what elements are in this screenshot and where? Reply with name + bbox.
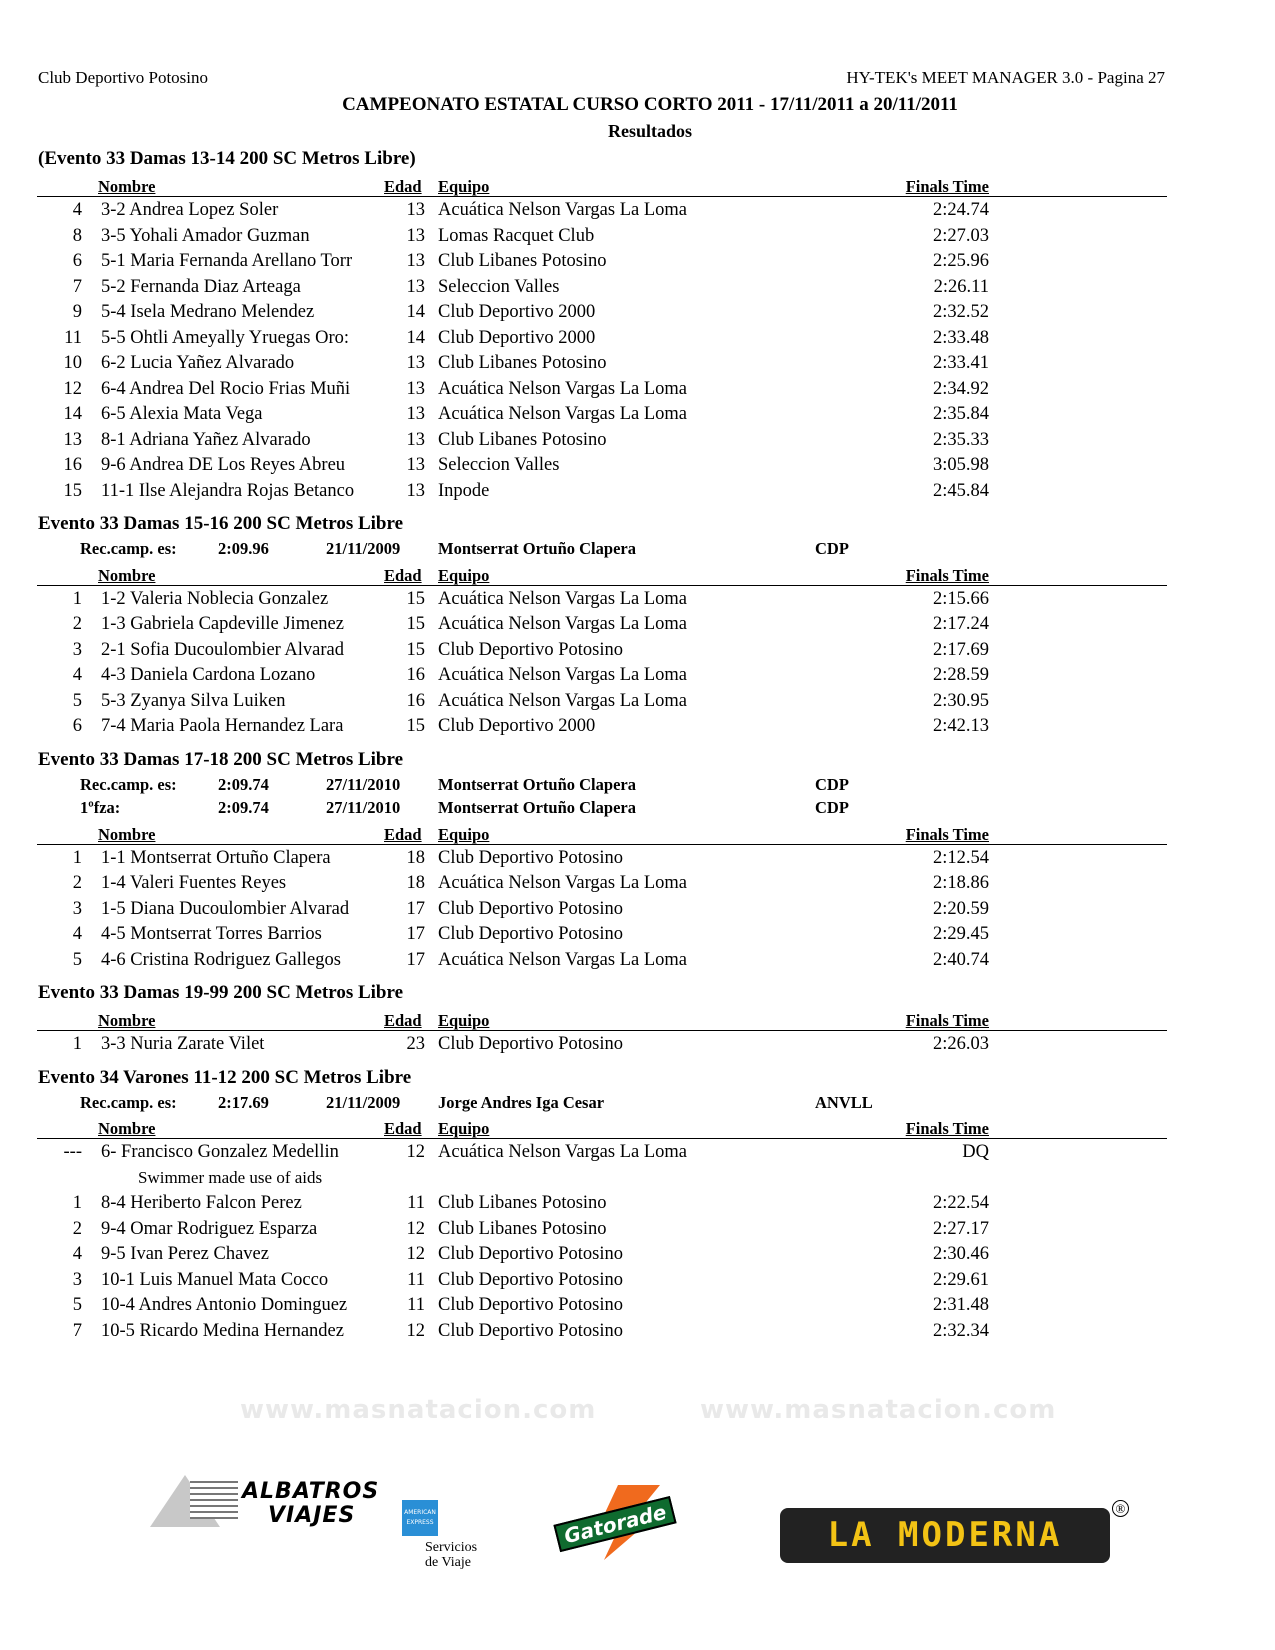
column-edad: Edad: [384, 1011, 422, 1030]
team: Club Deportivo 2000: [438, 327, 596, 348]
column-equipo: Equipo: [438, 565, 490, 585]
event-heading: [0, 147, 1275, 171]
place: 7: [72, 276, 82, 297]
table-row: [0, 1190, 1275, 1216]
team: Club Libanes Potosino: [438, 353, 607, 373]
finals-time: 2:25.96: [932, 251, 989, 271]
age: 13: [406, 378, 425, 399]
age: 15: [406, 716, 425, 736]
column-nombre: Nombre: [98, 1011, 156, 1030]
team: Club Deportivo Potosino: [438, 639, 624, 660]
finals-time: 2:12.54: [932, 847, 989, 868]
record-team: ANVLL: [815, 1092, 873, 1112]
team: Acuática Nelson Vargas La Loma: [438, 690, 687, 711]
table-row: [0, 637, 1275, 663]
column-finals-time: Finals Time: [905, 1011, 989, 1030]
team: Acuática Nelson Vargas La Loma: [438, 665, 687, 685]
table-row: [0, 350, 1275, 376]
age: 13: [406, 225, 425, 246]
team: Acuática Nelson Vargas La Loma: [438, 873, 687, 893]
table-row: [0, 1139, 1275, 1165]
age: 13: [406, 251, 425, 271]
column-finals-time: Finals Time: [905, 1119, 989, 1138]
age: 13: [406, 429, 425, 450]
finals-time: 2:33.41: [932, 353, 989, 373]
swimmer-name: 7-4 Maria Paola Hernandez Lara: [101, 716, 344, 736]
albatros-stripes-icon: [190, 1477, 238, 1519]
team: Club Deportivo Potosino: [438, 898, 624, 919]
record-date: 21/11/2009: [326, 539, 401, 558]
finals-time: 2:27.17: [932, 1218, 989, 1239]
meet-title: CAMPEONATO ESTATAL CURSO CORTO 2011 - 17/11/2011 a 20/11/2011: [342, 94, 958, 115]
finals-time: 2:30.46: [932, 1244, 989, 1264]
table-row: [0, 478, 1275, 504]
team: Club Deportivo 2000: [438, 302, 596, 322]
watermark: www.masnatacion.com: [240, 1395, 597, 1425]
team: Acuática Nelson Vargas La Loma: [438, 949, 687, 970]
record-line: [0, 772, 1275, 796]
swimmer-name: 8-1 Adriana Yañez Alvarado: [101, 429, 311, 450]
table-row: [0, 1292, 1275, 1318]
swimmer-name: 9-6 Andrea DE Los Reyes Abreu: [101, 455, 346, 475]
column-finals-time: Finals Time: [905, 565, 989, 585]
column-edad: Edad: [384, 1119, 422, 1138]
column-nombre: Nombre: [98, 177, 156, 196]
record-line: [0, 536, 1275, 560]
albatros-viajes-logo: [150, 1475, 440, 1535]
age: 11: [407, 1269, 425, 1290]
finals-time: 2:29.45: [932, 924, 989, 944]
swimmer-name: 6-4 Andrea Del Rocio Frias Muñi: [101, 378, 351, 399]
team: Club Deportivo Potosino: [438, 1295, 624, 1315]
swimmer-name: 3-3 Nuria Zarate Vilet: [101, 1034, 265, 1054]
column-headers: [37, 171, 1167, 197]
table-row: [0, 452, 1275, 478]
age: 18: [406, 847, 425, 868]
finals-time: 2:18.86: [932, 873, 989, 893]
swimmer-name: 5-2 Fernanda Diaz Arteaga: [101, 276, 301, 297]
team: Club Libanes Potosino: [438, 1193, 607, 1213]
age: 13: [406, 276, 425, 297]
place: 3: [72, 898, 82, 919]
record-holder: Montserrat Ortuño Clapera: [438, 539, 636, 558]
event-title: Evento 33 Damas 15-16 200 SC Metros Libre: [38, 513, 404, 534]
event-title: Evento 33 Damas 19-99 200 SC Metros Libre: [38, 982, 404, 1003]
finals-time: 2:33.48: [932, 327, 989, 348]
table-row: [0, 947, 1275, 973]
team: Acuática Nelson Vargas La Loma: [438, 404, 687, 424]
record-team: CDP: [815, 798, 849, 817]
dq-reason: Swimmer made use of aids: [138, 1167, 323, 1187]
swimmer-name: 10-1 Luis Manuel Mata Cocco: [101, 1269, 329, 1290]
place: 7: [72, 1320, 82, 1341]
age: 15: [406, 588, 425, 609]
table-row: [0, 274, 1275, 300]
albatros-text: ALBATROS: [242, 1479, 380, 1504]
place: 6: [72, 716, 82, 736]
finals-time: 2:22.54: [932, 1193, 989, 1213]
table-row: [0, 713, 1275, 739]
event-heading: [0, 981, 1275, 1005]
american-express-logo: AMERICAN EXPRESS: [402, 1500, 438, 1536]
table-row: [0, 376, 1275, 402]
swimmer-name: 3-2 Andrea Lopez Soler: [101, 200, 279, 220]
place: 4: [72, 1244, 82, 1264]
finals-time: 2:24.74: [932, 200, 989, 220]
finals-time: 2:28.59: [932, 665, 989, 685]
table-row: [0, 427, 1275, 453]
age: 13: [406, 404, 425, 424]
place: 1: [72, 847, 82, 868]
record-label: Rec.camp. es:: [80, 1092, 177, 1112]
swimmer-name: 6- Francisco Gonzalez Medellin: [101, 1142, 339, 1162]
team: Club Libanes Potosino: [438, 429, 607, 450]
place: 8: [72, 225, 82, 246]
place: 1: [72, 1193, 82, 1213]
team: Inpode: [438, 480, 490, 501]
column-equipo: Equipo: [438, 1011, 490, 1030]
gatorade-logo: [550, 1485, 700, 1565]
record-time: 2:09.74: [218, 798, 269, 817]
registered-mark: ®: [1112, 1500, 1129, 1517]
table-row: [0, 870, 1275, 896]
servicios-de-viaje-text: Servicios de Viaje: [425, 1540, 478, 1570]
results-subtitle: Resultados: [607, 121, 692, 141]
la-moderna-logo: LA MODERNA: [780, 1508, 1110, 1563]
place: 13: [63, 429, 82, 450]
swimmer-name: 11-1 Ilse Alejandra Rojas Betanco: [101, 480, 355, 501]
age: 18: [406, 873, 425, 893]
place: 16: [63, 455, 82, 475]
column-nombre: Nombre: [98, 565, 156, 585]
swimmer-name: 1-1 Montserrat Ortuño Clapera: [101, 847, 331, 868]
age: 13: [406, 200, 425, 220]
team: Seleccion Valles: [438, 276, 560, 297]
record-line: [0, 1090, 1275, 1114]
record-label: Rec.camp. es:: [80, 774, 177, 794]
swimmer-name: 10-5 Ricardo Medina Hernandez: [101, 1320, 344, 1341]
event-heading: [0, 748, 1275, 772]
place: 11: [64, 327, 82, 348]
swimmer-name: 4-3 Daniela Cardona Lozano: [101, 665, 316, 685]
age: 23: [406, 1034, 425, 1054]
team: Club Deportivo Potosino: [438, 1244, 624, 1264]
place: 4: [72, 924, 82, 944]
age: 17: [406, 924, 425, 944]
finals-time: 2:30.95: [932, 690, 989, 711]
age: 14: [406, 302, 425, 322]
finals-time: 2:40.74: [932, 949, 989, 970]
team: Lomas Racquet Club: [438, 225, 595, 246]
swimmer-name: 5-3 Zyanya Silva Luiken: [101, 690, 286, 711]
swimmer-name: 1-4 Valeri Fuentes Reyes: [101, 873, 287, 893]
record-time: 2:09.96: [218, 539, 269, 558]
column-headers: [37, 819, 1167, 845]
record-label: 1ºfza:: [80, 798, 121, 817]
event-title: (Evento 33 Damas 13-14 200 SC Metros Libre): [38, 148, 416, 169]
place: 6: [72, 251, 82, 271]
age: 13: [406, 455, 425, 475]
record-date: 21/11/2009: [326, 1092, 401, 1112]
place: 4: [72, 200, 82, 220]
event-title: Evento 33 Damas 17-18 200 SC Metros Libre: [38, 748, 404, 770]
column-headers: [37, 1113, 1167, 1139]
table-row: [0, 1241, 1275, 1267]
place: 9: [72, 302, 82, 322]
record-line: [0, 795, 1275, 819]
column-headers: [37, 1005, 1167, 1031]
software-page: HY-TEK's MEET MANAGER 3.0 - Pagina 27: [846, 68, 1165, 87]
place: 12: [63, 378, 82, 399]
finals-time: 2:35.84: [932, 404, 989, 424]
record-team: CDP: [815, 774, 849, 794]
record-date: 27/11/2010: [326, 774, 401, 794]
table-row: [0, 1318, 1275, 1344]
table-row: [0, 586, 1275, 612]
age: 12: [406, 1142, 425, 1162]
swimmer-name: 9-4 Omar Rodriguez Esparza: [101, 1218, 318, 1239]
finals-time: 2:42.13: [932, 716, 989, 736]
table-row: [0, 299, 1275, 325]
age: 12: [406, 1320, 425, 1341]
age: 16: [406, 665, 425, 685]
finals-time: 2:26.03: [932, 1034, 989, 1054]
record-holder: Jorge Andres Iga Cesar: [438, 1092, 605, 1112]
gatorade-text: Gatorade: [553, 1496, 677, 1552]
finals-time: 2:34.92: [932, 378, 989, 399]
age: 13: [406, 353, 425, 373]
column-headers: [37, 560, 1167, 586]
place: 1: [72, 1034, 82, 1054]
swimmer-name: 4-6 Cristina Rodriguez Gallegos: [101, 949, 341, 970]
swimmer-name: 8-4 Heriberto Falcon Perez: [101, 1193, 302, 1213]
record-label: Rec.camp. es:: [80, 539, 177, 558]
age: 13: [406, 480, 425, 501]
place: 14: [63, 404, 82, 424]
team: Club Libanes Potosino: [438, 1218, 607, 1239]
finals-time: 2:32.34: [932, 1320, 989, 1341]
team: Seleccion Valles: [438, 455, 560, 475]
team: Acuática Nelson Vargas La Loma: [438, 588, 687, 609]
place: 2: [72, 614, 82, 634]
column-equipo: Equipo: [438, 177, 490, 196]
finals-time: 2:31.48: [932, 1295, 989, 1315]
table-row: [0, 1267, 1275, 1293]
swimmer-name: 5-4 Isela Medrano Melendez: [101, 302, 315, 322]
place: ---: [63, 1142, 82, 1162]
table-row: [0, 1031, 1275, 1057]
swimmer-name: 9-5 Ivan Perez Chavez: [101, 1244, 269, 1264]
place: 5: [72, 949, 82, 970]
age: 15: [406, 639, 425, 660]
table-row: [0, 1216, 1275, 1242]
team: Club Libanes Potosino: [438, 251, 607, 271]
record-date: 27/11/2010: [326, 798, 401, 817]
column-finals-time: Finals Time: [905, 824, 989, 844]
swimmer-name: 1-5 Diana Ducoulombier Alvarad: [101, 898, 350, 919]
swimmer-name: 10-4 Andres Antonio Dominguez: [101, 1295, 348, 1315]
team: Club Deportivo Potosino: [438, 1269, 624, 1290]
team: Acuática Nelson Vargas La Loma: [438, 378, 687, 399]
place: 5: [72, 1295, 82, 1315]
finals-time: 2:17.24: [932, 614, 989, 634]
record-time: 2:17.69: [218, 1092, 269, 1112]
finals-time: DQ: [962, 1142, 989, 1162]
event-heading: [0, 512, 1275, 536]
age: 17: [406, 898, 425, 919]
age: 11: [407, 1295, 425, 1315]
finals-time: 2:27.03: [932, 225, 989, 246]
column-edad: Edad: [384, 824, 422, 844]
place: 2: [72, 1218, 82, 1239]
swimmer-name: 1-2 Valeria Noblecia Gonzalez: [101, 588, 329, 609]
swimmer-name: 6-2 Lucia Yañez Alvarado: [101, 353, 295, 373]
record-time: 2:09.74: [218, 774, 269, 794]
place: 1: [72, 588, 82, 609]
place: 5: [72, 690, 82, 711]
column-edad: Edad: [384, 177, 422, 196]
finals-time: 2:20.59: [932, 898, 989, 919]
age: 17: [406, 949, 425, 970]
table-row: [0, 845, 1275, 871]
team: Acuática Nelson Vargas La Loma: [438, 614, 687, 634]
column-nombre: Nombre: [98, 1119, 156, 1138]
club-name: Club Deportivo Potosino: [38, 68, 209, 87]
age: 12: [406, 1218, 425, 1239]
table-row: [0, 896, 1275, 922]
team: Club Deportivo Potosino: [438, 1034, 624, 1054]
swimmer-name: 5-5 Ohtli Ameyally Yruegas Oro:: [101, 327, 349, 348]
table-row: [0, 223, 1275, 249]
record-holder: Montserrat Ortuño Clapera: [438, 798, 636, 817]
column-equipo: Equipo: [438, 1119, 490, 1138]
table-row: [0, 248, 1275, 274]
swimmer-name: 3-5 Yohali Amador Guzman: [101, 225, 310, 246]
finals-time: 2:32.52: [932, 302, 989, 322]
age: 16: [406, 690, 425, 711]
place: 3: [72, 639, 82, 660]
column-equipo: Equipo: [438, 824, 490, 844]
place: 2: [72, 873, 82, 893]
record-team: CDP: [815, 539, 849, 558]
team: Club Deportivo Potosino: [438, 1320, 624, 1341]
finals-time: 2:17.69: [932, 639, 989, 660]
event-heading: [0, 1066, 1275, 1090]
table-row: [0, 325, 1275, 351]
table-row: [0, 662, 1275, 688]
finals-time: 2:26.11: [933, 276, 989, 297]
team: Acuática Nelson Vargas La Loma: [438, 1142, 687, 1162]
finals-time: 2:35.33: [932, 429, 989, 450]
age: 15: [406, 614, 425, 634]
column-nombre: Nombre: [98, 824, 156, 844]
finals-time: 2:45.84: [932, 480, 989, 501]
watermark: www.masnatacion.com: [700, 1395, 1057, 1425]
swimmer-name: 1-3 Gabriela Capdeville Jimenez: [101, 614, 344, 634]
team: Acuática Nelson Vargas La Loma: [438, 200, 687, 220]
age: 12: [406, 1244, 425, 1264]
row-note: [0, 1165, 1275, 1191]
results-content: [0, 147, 1275, 1343]
table-row: [0, 611, 1275, 637]
swimmer-name: 6-5 Alexia Mata Vega: [101, 404, 263, 424]
team: Club Deportivo Potosino: [438, 847, 624, 868]
finals-time: 2:15.66: [932, 588, 989, 609]
team: Club Deportivo 2000: [438, 716, 596, 736]
table-row: [0, 688, 1275, 714]
record-holder: Montserrat Ortuño Clapera: [438, 774, 636, 794]
place: 15: [63, 480, 82, 501]
swimmer-name: 2-1 Sofia Ducoulombier Alvarad: [101, 639, 345, 660]
swimmer-name: 5-1 Maria Fernanda Arellano Torr: [101, 251, 353, 271]
table-row: [0, 921, 1275, 947]
age: 11: [407, 1193, 425, 1213]
column-edad: Edad: [384, 565, 422, 585]
event-title: Evento 34 Varones 11-12 200 SC Metros Libre: [38, 1066, 412, 1088]
column-finals-time: Finals Time: [905, 177, 989, 196]
age: 14: [406, 327, 425, 348]
table-row: [0, 401, 1275, 427]
table-row: [0, 197, 1275, 223]
finals-time: 2:29.61: [932, 1269, 989, 1290]
team: Club Deportivo Potosino: [438, 924, 624, 944]
place: 10: [63, 353, 82, 373]
finals-time: 3:05.98: [932, 455, 989, 475]
place: 4: [72, 665, 82, 685]
place: 3: [72, 1269, 82, 1290]
viajes-text: VIAJES: [268, 1503, 356, 1528]
swimmer-name: 4-5 Montserrat Torres Barrios: [101, 924, 322, 944]
